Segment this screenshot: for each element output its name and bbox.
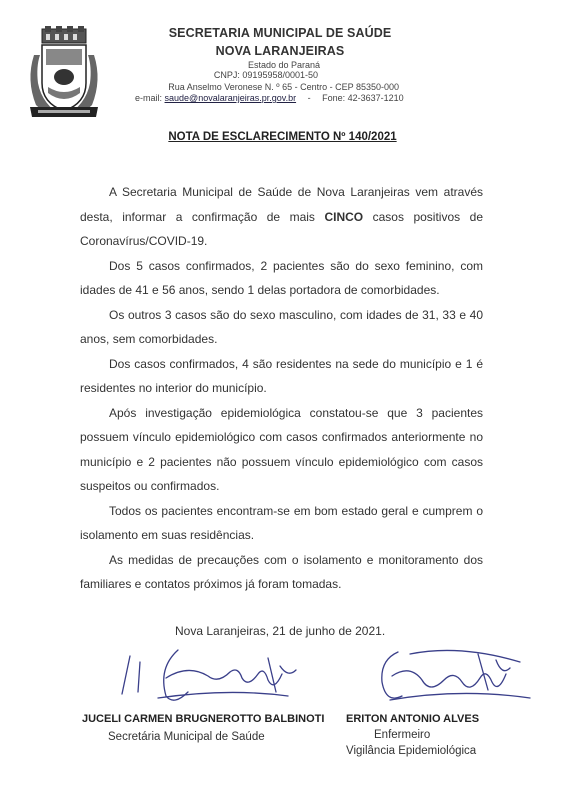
signatory-2-role: Enfermeiro [374,729,431,741]
institution-title: SECRETARIA MUNICIPAL DE SAÚDE [168,26,392,40]
paragraph-6: Todos os pacientes encontram-se em bom estado geral e cumprem o isolamento em suas residências. [80,503,483,542]
municipal-coat-of-arms-icon [26,25,102,121]
paragraph-1-text-end: casos positivos de Coronavírus/COVID-19. [80,209,483,248]
paragraph-2: Dos 5 casos confirmados, 2 pacientes são do sexo feminino, com idades de 41 e 56 anos, sendo 1 delas portadora de comorbidades. [80,258,483,297]
paragraph-1-text: A Secretaria Municipal de Saúde de Nova Laranjeiras vem através desta, informar a confirmação de mais [80,185,483,224]
email-label: e-mail: [135,93,163,103]
phone-label: Fone: 42-3637-1210 [322,93,404,103]
signatory-2-name: ERITON ANTONIO ALVES [346,713,480,725]
note-body [80,180,483,597]
signatory-1-role: Secretária Municipal de Saúde [108,731,265,743]
handwritten-signature-right [370,640,540,712]
date-line: Nova Laranjeiras, 21 de junho de 2021. [175,624,386,638]
address-label: Rua Anselmo Veronese N. º 65 - Centro - CEP 85350-000 [168,82,399,92]
paragraph-7: As medidas de precauções com o isolamento e monitoramento dos familiares e contatos próximos já foram tomadas. [80,552,483,591]
note-title: NOTA DE ESCLARECIMENTO Nº 140/2021 [168,131,397,143]
contact-separator: - [307,93,311,103]
cnpj-label: CNPJ: 09195958/0001-50 [213,70,318,80]
state-label: Estado do Paraná [247,60,320,70]
paragraph-5: Após investigação epidemiológica constatou-se que 3 pacientes possuem vínculo epidemiológico com casos confirmados anteriormente no município e 2 pacientes não possuem vínculo epidemiológico com casos suspeitos ou confirmados. [80,405,483,493]
signatory-2-department: Vigilância Epidemiológica [346,745,477,757]
paragraph-3: Os outros 3 casos são do sexo masculino, com idades de 31, 33 e 40 anos, sem comorbidades. [80,307,483,346]
paragraph-4: Dos casos confirmados, 4 são residentes na sede do município e 1 é residentes no interior do município. [80,356,483,395]
email-link[interactable]: saude@novalaranjeiras.pr.gov.br [164,93,297,103]
contact-line [135,93,404,103]
case-count-emphasis: CINCO [324,209,364,224]
handwritten-signature-left [118,648,308,708]
paragraph-1 [80,180,483,254]
signatory-1-name: JUCELI CARMEN BRUGNEROTTO BALBINOTI [82,713,325,725]
municipality-title: NOVA LARANJEIRAS [215,44,345,58]
